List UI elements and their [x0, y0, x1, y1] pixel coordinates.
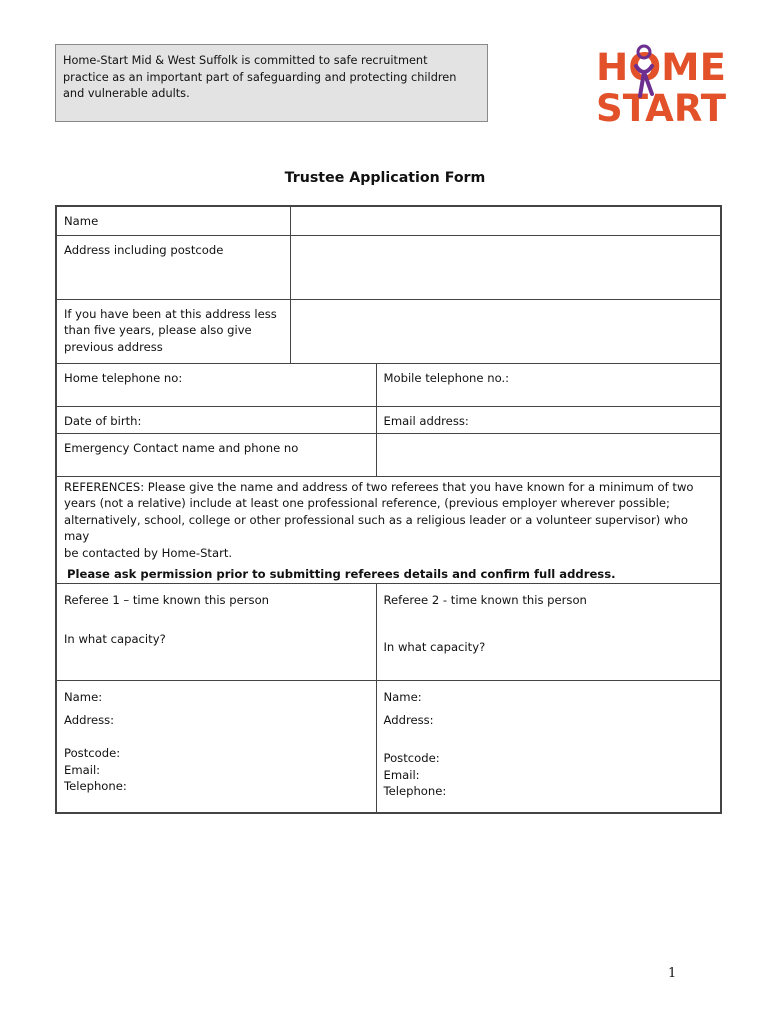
- safe-recruitment-notice: [55, 44, 488, 122]
- referee-1-details-field[interactable]: [56, 681, 376, 813]
- references-line: be contacted by Home-Start.: [64, 545, 233, 560]
- referee-1-address-label: Address:: [64, 712, 115, 727]
- references-permission-note: Please ask permission prior to submitting referees details and confirm full address.: [67, 567, 616, 582]
- previous-address-line: than five years, please also give: [64, 323, 252, 338]
- notice-line: and vulnerable adults.: [63, 87, 190, 101]
- home-telephone-label: Home telephone no:: [64, 370, 183, 385]
- page-number: 1: [668, 966, 677, 981]
- referee-1-email-label: Email:: [64, 762, 101, 777]
- referee-1-telephone-label: Telephone:: [64, 779, 127, 794]
- application-form-table: [55, 205, 722, 814]
- referee-2-postcode-label: Postcode:: [383, 751, 440, 766]
- referee-2-time-field[interactable]: [376, 584, 721, 681]
- address-input-cell[interactable]: [290, 235, 721, 299]
- emergency-contact-label: Emergency Contact name and phone no: [56, 433, 376, 476]
- mobile-telephone-label: Mobile telephone no.:: [383, 370, 510, 385]
- references-line: REFERENCES: Please give the name and address of two referees that you have known for a minimum of two: [64, 479, 694, 494]
- referee-2-address-label: Address:: [383, 712, 434, 727]
- referee-2-details-field[interactable]: [376, 681, 721, 813]
- previous-address-label: [56, 299, 290, 363]
- logo-line-home: HOME: [596, 46, 726, 89]
- referee-1-time-field[interactable]: [56, 584, 376, 681]
- previous-address-line: If you have been at this address less: [64, 306, 277, 321]
- date-of-birth-field[interactable]: [56, 406, 376, 433]
- referee-2-telephone-label: Telephone:: [383, 784, 447, 799]
- referee-1-capacity-label: In what capacity?: [64, 631, 166, 646]
- referee-2-name-label: Name:: [383, 690, 422, 705]
- referee-1-time-label: Referee 1 – time known this person: [64, 593, 270, 608]
- address-label: Address including postcode: [56, 235, 290, 299]
- email-address-field[interactable]: [376, 406, 721, 433]
- notice-line: practice as an important part of safeguarding and protecting children: [63, 70, 457, 84]
- home-telephone-field[interactable]: [56, 363, 376, 406]
- referee-2-time-label: Referee 2 - time known this person: [383, 593, 587, 608]
- emergency-contact-input-cell[interactable]: [376, 433, 721, 476]
- email-address-label: Email address:: [383, 413, 469, 428]
- notice-line: Home-Start Mid & West Suffolk is committed to safe recruitment: [63, 54, 428, 67]
- logo-line-start: START: [596, 87, 727, 126]
- referee-2-capacity-label: In what capacity?: [383, 639, 486, 654]
- page-title: Trustee Application Form: [284, 170, 486, 186]
- referee-2-email-label: Email:: [383, 767, 420, 782]
- date-of-birth-label: Date of birth:: [64, 413, 142, 428]
- name-label: Name: [56, 206, 290, 235]
- name-input-cell[interactable]: [290, 206, 721, 235]
- previous-address-line: previous address: [64, 339, 163, 354]
- referee-1-name-label: Name:: [64, 690, 103, 705]
- mobile-telephone-field[interactable]: [376, 363, 721, 406]
- references-line: years (not a relative) include at least one professional reference, (previous employer wherever possible;: [64, 496, 670, 511]
- home-start-logo: [592, 44, 732, 126]
- references-instructions: [56, 476, 721, 584]
- referee-1-postcode-label: Postcode:: [64, 746, 121, 761]
- references-line: alternatively, school, college or other professional such as a religious leader or a volunteer supervisor) who may: [64, 512, 688, 544]
- previous-address-input-cell[interactable]: [290, 299, 721, 363]
